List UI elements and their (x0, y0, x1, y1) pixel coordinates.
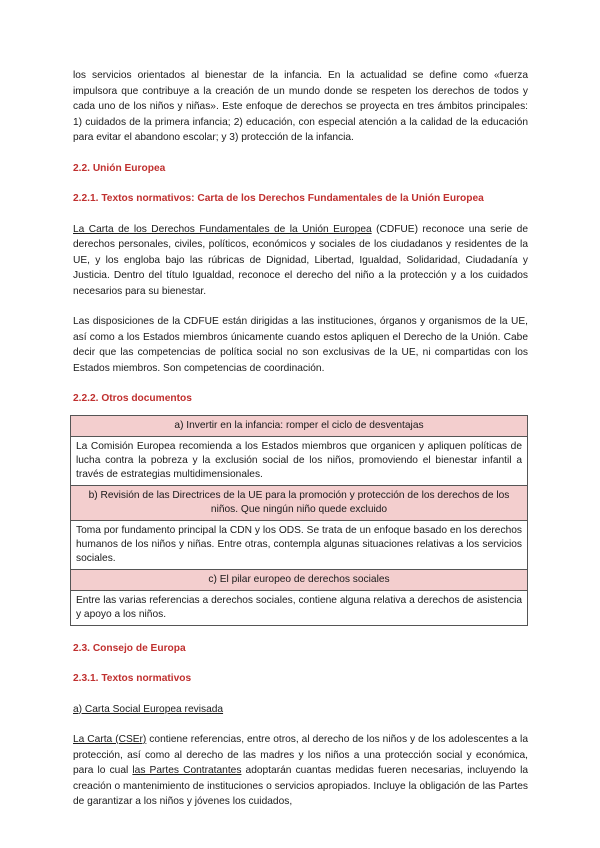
carta-social-text-2: adoptarán cuantas medidas fueren necesarias, incluyendo la creación o mantenimiento de instituciones o servicios apropiados. Incluye la obligación de las Partes de garantizar a los niños y jóvenes los cuidados, (73, 765, 528, 807)
cdfue-paragraph-text: (CDFUE) reconoce una serie de derechos personales, civiles, políticos, económicos y sociales de los ciudadanos y residentes de la UE, y los engloba bajo las rúbricas de Dignidad, Libertad, Igualdad, Solidaridad, Ciudadanía y Justicia. Dentro del título Igualdad, reconoce el derecho del niño a la protección y a los cuidados necesarios para su bienestar. (73, 223, 528, 297)
intro-paragraph: los servicios orientados al bienestar de la infancia. En la actualidad se define como «fuerza impulsora que contribuye a la creación de un mundo donde se respeten los derechos de todos y cada uno de los niños y niñas». Este enfoque de derechos se proyecta en tres ámbitos principales: 1) cuidados de la primera infancia; 2) educación, con especial atención a la calidad de la educación para evitar el abandono escolar; y 3) protección de la infancia. (73, 70, 528, 143)
heading-2-2: 2.2. Unión Europea (73, 162, 166, 174)
other-documents-table (70, 415, 528, 626)
carta-social-link[interactable]: a) Carta Social Europea revisada (73, 703, 224, 715)
document-content (73, 68, 528, 810)
box-b-body: Toma por fundamento principal la CDN y los ODS. Se trata de un enfoque basado en los derechos humanos de los niños y niñas. Entre otras, contempla algunas situaciones relativas a los servicios sociales. (71, 520, 528, 569)
cdfue-dispositions-paragraph: Las disposiciones de la CDFUE están dirigidas a las instituciones, órganos y organismos de la UE, así como a los Estados miembros únicamente cuando estos apliquen el Derecho de la Unión. Cabe decir que las competencias de política social no son exclusivas de la UE, ni compartidas con los Estados miembros. Son competencias de coordinación. (73, 316, 528, 374)
heading-2-3: 2.3. Consejo de Europa (73, 642, 186, 654)
heading-2-3-1: 2.3.1. Textos normativos (73, 673, 192, 684)
box-b-title: b) Revisión de las Directrices de la UE para la promoción y protección de los derechos de los niños. Que ningún niño quede excluido (71, 485, 528, 520)
box-a-title: a) Invertir en la infancia: romper el ciclo de desventajas (71, 415, 528, 436)
cdfue-link[interactable]: La Carta de los Derechos Fundamentales de la Unión Europea (73, 223, 372, 235)
carta-cser-link[interactable]: La Carta (CSEr) (73, 734, 147, 745)
cdfue-paragraph (73, 222, 528, 300)
heading-2-2-2: 2.2.2. Otros documentos (73, 393, 192, 404)
box-c-body: Entre las varias referencias a derechos sociales, contiene alguna relativa a derechos de asistencia y apoyo a los niños. (71, 590, 528, 625)
subheading-carta-social (73, 702, 528, 718)
carta-social-paragraph (73, 732, 528, 810)
box-c-title: c) El pilar europeo de derechos sociales (71, 569, 528, 590)
carta-social-text-1: contiene referencias, entre otros, al derecho de los niños y de los adolescentes a la protección, así como al derecho de las madres y los niños a una protección social y económica, para lo cual (73, 734, 528, 776)
box-a-body: La Comisión Europea recomienda a los Estados miembros que organicen y apliquen políticas de lucha contra la pobreza y la exclusión social de los niños, promoviendo el bienestar infantil a través de estrategias multidimensionales. (71, 436, 528, 485)
partes-contratantes-link[interactable]: las Partes Contratantes (132, 765, 242, 776)
heading-2-2-1: 2.2.1. Textos normativos: Carta de los Derechos Fundamentales de la Unión Europea (73, 193, 484, 204)
